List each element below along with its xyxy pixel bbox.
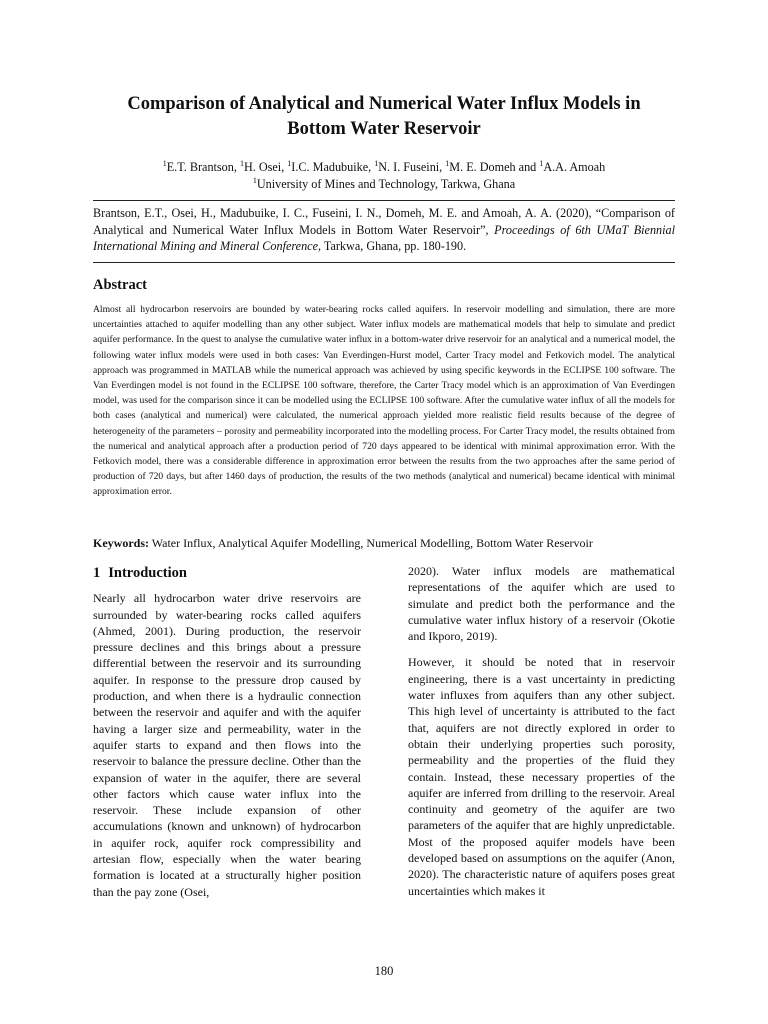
citation-text: Brantson, E.T., Osei, H., Madubuike, I. C., Fuseini, I. N., Domeh, M. E. and Amoah, A. A. (2020), “Comparison of Analytical and Numerical Water Influx Models in Bottom Water Reservoir”, [93,206,675,237]
left-column [93,563,361,910]
right-column [408,563,675,909]
affiliation-marker: 1 [445,158,450,168]
keywords-label: Keywords: [93,536,149,550]
page-number: 180 [374,964,394,978]
author-name: I.C. Madubuike, [291,160,375,174]
citation-pages: , Tarkwa, Ghana, pp. 180-190. [317,239,467,253]
citation-block [93,205,675,255]
body-paragraph: Nearly all hydrocarbon water drive reservoirs are surrounded by water-bearing rocks called aquifers (Ahmed, 2001). During production, the reservoir pressure declines and this brings about a pressure differential between the reservoir and its surrounding aquifer. In response to the pressure drop caused by production, and when there is a hydraulic connection between the reservoir and aquifer and with the aquifer having a larger size and permeability, water in the aquifer starts to expand and then flows into the reservoir to balance the pressure decline. Other than the expansion of water in the aquifer, there are several other factors which cause water influx into the reservoir. These include expansion of other accumulations (known and unknown) of hydrocarbon in aquifer rock, aquifer rock compressibility and artesian flow, especially when the water bearing formation is located at a structurally higher position than the pay zone (Osei, [93,591,361,899]
abstract-heading: Abstract [93,277,147,293]
affiliation-name: University of Mines and Technology, Tarkwa, Ghana [256,177,516,191]
body-paragraph: However, it should be noted that in reservoir engineering, there is a vast uncertainty in predicting water influxes from aquifers than any other subject. This high level of uncertainty is attributed to the fact that, aquifers are not directly explored in order to obtain their underlying properties such porosity, permeability and the properties of the fluid they contain. Instead, these necessary properties of the aquifer are inferred from drilling to the reservoir. Areal continuity and geometry of the aquifer are two parameters of the aquifer that are highly unpredictable. Most of the proposed aquifer models have been developed based on assumptions on the aquifer (Anon, 2020). The characteristic nature of aquifers poses great uncertainties which makes it [408,655,675,898]
section-heading [93,565,361,581]
affiliation-marker: 1 [252,175,257,185]
author-name: H. Osei, [243,160,288,174]
section-number: 1 [93,565,101,581]
affiliation-marker: 1 [239,158,244,168]
citation-bottom-rule [93,262,675,263]
affiliation-marker: 1 [374,158,379,168]
author-name: A.A. Amoah [543,160,606,174]
keywords [93,535,675,551]
title-line-2: Bottom Water Reservoir [287,119,481,139]
paper-title [93,92,675,142]
author-block [93,159,675,193]
affiliation [93,176,675,193]
citation-top-rule [93,200,675,201]
author-list [93,159,675,176]
affiliation-marker: 1 [287,158,292,168]
author-name: N. I. Fuseini, [378,160,446,174]
keywords-text: Water Influx, Analytical Aquifer Modelling, Numerical Modelling, Bottom Water Reservoir [149,536,593,550]
author-name: E.T. Brantson, [166,160,240,174]
abstract-text: Almost all hydrocarbon reservoirs are bounded by water-bearing rocks called aquifers. In reservoir modelling and simulation, there are more uncertainties attached to aquifer modelling than any other subject. Water influx models are mathematical models that help to simulate and predict aquifer performance. In the quest to analyse the cumulative water influx in a bottom-water drive reservoir for an analytical and a numerical model, the following water influx models were used in both cases: Van Everdingen-Hurst model, Carter Tracy model and Fetkovich model. The analytical approach was programmed in MATLAB while the numerical approach was achieved by using specific keywords in the ECLIPSE 100 software. The Van Everdingen model is not found in the ECLIPSE 100 software, therefore, the Carter Tracy model which is an approximation of Van Everdingen model, was used for the comparison since it can be modelled using the ECLIPSE 100 software. After the cumulative water influx of all the models for both cases (analytical and numerical) were calculated, the numerical approach yielded more realistic field results because of the degree of heterogeneity of the parameters – porosity and permeability incorporated into the modelling process. For Carter Tracy model, the results obtained from the numerical and analytical approach after a production period of 720 days appeared to be identical with minimal approximation error. With the Fetkovich model, there was a considerable difference in approximation error between the results from the two approaches after the same period of production of 720 days, but after 1460 days of production, the results of the two methods (analytical and numerical) became identical with minimal approximation error. [93,304,675,498]
citation-proceedings: Proceedings of 6th UMaT Biennial International Mining and Mineral Conference [93,222,675,253]
affiliation-marker: 1 [162,158,167,168]
title-line-1: Comparison of Analytical and Numerical Water Influx Models in [127,94,641,114]
body-paragraph: 2020). Water influx models are mathematical representations of the aquifer which are used to simulate and predict both the performance and the cumulative water influx history of a reservoir (Okotie and Ikporo, 2019). [408,564,675,644]
affiliation-marker: 1 [539,158,544,168]
section-title: Introduction [108,565,187,581]
author-name: M. E. Domeh and [449,160,540,174]
